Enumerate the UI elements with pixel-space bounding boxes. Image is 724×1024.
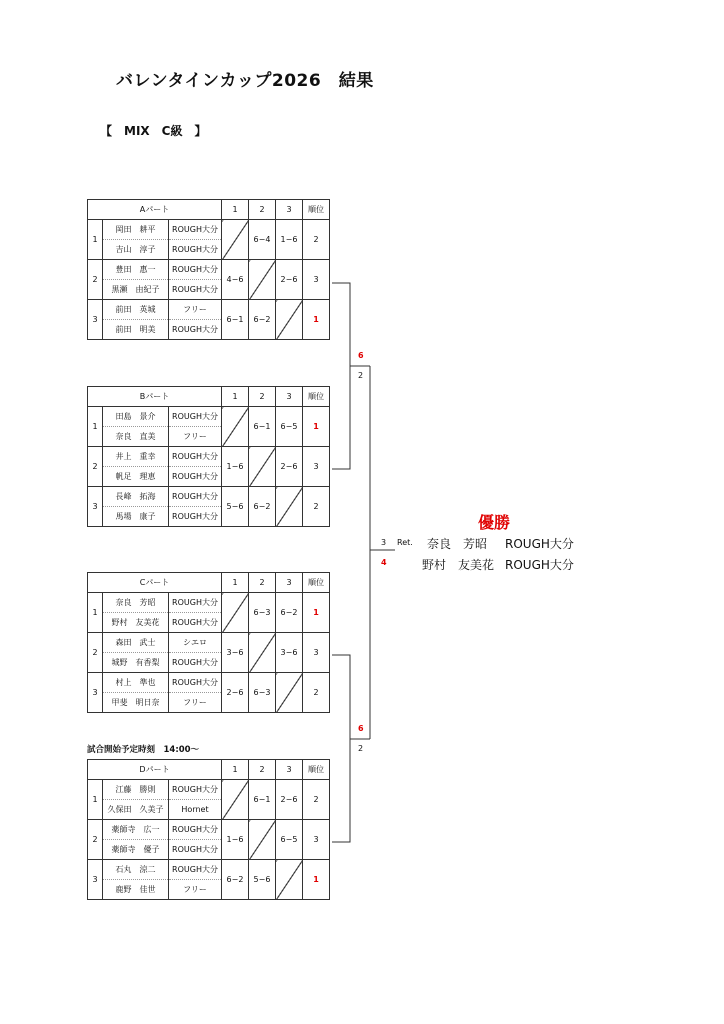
rank-cell: 3 <box>303 820 330 860</box>
club-name: ROUGH大分 <box>169 240 222 260</box>
bracket-line-a <box>332 283 370 366</box>
player-name: 鹿野 佳世 <box>103 880 169 900</box>
player-name: 馬場 康子 <box>103 507 169 527</box>
player-name: 帆足 理恵 <box>103 467 169 487</box>
bracket-line-semi-top <box>370 366 395 550</box>
entry-number: 2 <box>88 260 103 300</box>
club-name: シエロ <box>169 633 222 653</box>
player-name: 奈良 直美 <box>103 427 169 447</box>
score-cell: 6−3 <box>249 673 276 713</box>
club-name: ROUGH大分 <box>169 407 222 427</box>
start-time-note: 試合開始予定時刻 14:00～ <box>87 745 200 755</box>
champion-club-1: ROUGH大分 <box>505 537 574 551</box>
player-name: 薬師寺 広一 <box>103 820 169 840</box>
club-name: ROUGH大分 <box>169 447 222 467</box>
champion-club-2: ROUGH大分 <box>505 558 574 572</box>
score-cell: 6−5 <box>276 407 303 447</box>
rank-cell: 2 <box>303 220 330 260</box>
score-cell: 5−6 <box>222 487 249 527</box>
pool-name: Cパート <box>88 573 222 593</box>
club-name: ROUGH大分 <box>169 780 222 800</box>
player-name: 井上 重幸 <box>103 447 169 467</box>
champion-player-2: 野村 友美花 <box>422 558 495 572</box>
rank-header: 順位 <box>303 387 330 407</box>
entry-number: 1 <box>88 220 103 260</box>
bracket-line-b <box>332 366 350 469</box>
club-name: ROUGH大分 <box>169 820 222 840</box>
bracket-line-c <box>332 655 370 739</box>
entry-number: 3 <box>88 860 103 900</box>
club-name: ROUGH大分 <box>169 220 222 240</box>
club-name: フリー <box>169 693 222 713</box>
score-cell: 2−6 <box>222 673 249 713</box>
club-name: ROUGH大分 <box>169 260 222 280</box>
score-cell: 6−2 <box>249 300 276 340</box>
score-cell: 5−6 <box>249 860 276 900</box>
club-name: ROUGH大分 <box>169 673 222 693</box>
col-header: 2 <box>249 387 276 407</box>
entry-number: 3 <box>88 300 103 340</box>
score-cell: 6−1 <box>249 780 276 820</box>
champion-label: 優勝 <box>478 513 511 532</box>
player-name: 前田 明美 <box>103 320 169 340</box>
player-name: 田島 景介 <box>103 407 169 427</box>
rank-cell: 2 <box>303 780 330 820</box>
player-name: 森田 武士 <box>103 633 169 653</box>
player-name: 長峰 拓海 <box>103 487 169 507</box>
col-header: 2 <box>249 573 276 593</box>
entry-number: 1 <box>88 780 103 820</box>
score-cell: 6−2 <box>222 860 249 900</box>
pool-name: Aパート <box>88 200 222 220</box>
club-name: ROUGH大分 <box>169 593 222 613</box>
club-name: フリー <box>169 427 222 447</box>
score-cell: 3−6 <box>222 633 249 673</box>
col-header: 1 <box>222 573 249 593</box>
rank-cell-winner: 1 <box>303 407 330 447</box>
score-cell: 3−6 <box>276 633 303 673</box>
col-header: 1 <box>222 760 249 780</box>
club-name: ROUGH大分 <box>169 280 222 300</box>
pool-name: Dパート <box>88 760 222 780</box>
score-cell: 6−2 <box>276 593 303 633</box>
score-cell: 6−3 <box>249 593 276 633</box>
pool-name: Bパート <box>88 387 222 407</box>
bracket-line-d <box>332 739 350 842</box>
player-name: 石丸 涼二 <box>103 860 169 880</box>
rank-cell: 3 <box>303 633 330 673</box>
club-name: ROUGH大分 <box>169 467 222 487</box>
club-name: フリー <box>169 300 222 320</box>
player-name: 黒瀬 由紀子 <box>103 280 169 300</box>
col-header: 2 <box>249 200 276 220</box>
player-name: 吉山 淳子 <box>103 240 169 260</box>
player-name: 城野 有香梨 <box>103 653 169 673</box>
score-cell: 2−6 <box>276 780 303 820</box>
rank-header: 順位 <box>303 573 330 593</box>
rank-header: 順位 <box>303 760 330 780</box>
club-name: ROUGH大分 <box>169 320 222 340</box>
score-cell: 6−5 <box>276 820 303 860</box>
club-name: ROUGH大分 <box>169 653 222 673</box>
score-cell: 6−2 <box>249 487 276 527</box>
score-cell: 1−6 <box>276 220 303 260</box>
final-bottom-score: 4 <box>381 558 387 567</box>
col-header: 3 <box>276 200 303 220</box>
player-name: 久保田 久美子 <box>103 800 169 820</box>
score-cell: 1−6 <box>222 820 249 860</box>
entry-number: 2 <box>88 820 103 860</box>
score-cell: 2−6 <box>276 447 303 487</box>
player-name: 野村 友美花 <box>103 613 169 633</box>
col-header: 1 <box>222 200 249 220</box>
score-cell: 6−1 <box>249 407 276 447</box>
col-header: 3 <box>276 760 303 780</box>
rank-cell: 2 <box>303 673 330 713</box>
rank-cell-winner: 1 <box>303 860 330 900</box>
entry-number: 1 <box>88 593 103 633</box>
score-cell: 6−4 <box>249 220 276 260</box>
player-name: 薬師寺 優子 <box>103 840 169 860</box>
semi-bottom-loser-score: 2 <box>358 744 364 753</box>
score-cell: 4−6 <box>222 260 249 300</box>
semi-top-winner-score: 6 <box>358 351 364 360</box>
category-heading: 【 MIX C級 】 <box>100 124 207 138</box>
club-name: ROUGH大分 <box>169 840 222 860</box>
player-name: 江藤 勝則 <box>103 780 169 800</box>
champion-player-1: 奈良 芳昭 <box>427 537 488 551</box>
player-name: 岡田 耕平 <box>103 220 169 240</box>
score-cell: 1−6 <box>222 447 249 487</box>
rank-cell: 3 <box>303 260 330 300</box>
score-cell: 6−1 <box>222 300 249 340</box>
player-name: 村上 準也 <box>103 673 169 693</box>
score-cell: 2−6 <box>276 260 303 300</box>
col-header: 1 <box>222 387 249 407</box>
semi-top-loser-score: 2 <box>358 371 364 380</box>
rank-cell-winner: 1 <box>303 593 330 633</box>
club-name: ROUGH大分 <box>169 860 222 880</box>
col-header: 2 <box>249 760 276 780</box>
entry-number: 3 <box>88 487 103 527</box>
club-name: ROUGH大分 <box>169 507 222 527</box>
page-title: バレンタインカップ2026 結果 <box>116 71 374 91</box>
club-name: ROUGH大分 <box>169 487 222 507</box>
player-name: 甲斐 明日奈 <box>103 693 169 713</box>
player-name: 前田 英城 <box>103 300 169 320</box>
entry-number: 1 <box>88 407 103 447</box>
rank-cell: 2 <box>303 487 330 527</box>
col-header: 3 <box>276 387 303 407</box>
rank-cell-winner: 1 <box>303 300 330 340</box>
club-name: ROUGH大分 <box>169 613 222 633</box>
player-name: 豊田 惠一 <box>103 260 169 280</box>
player-name: 奈良 芳昭 <box>103 593 169 613</box>
entry-number: 2 <box>88 633 103 673</box>
semi-bottom-winner-score: 6 <box>358 724 364 733</box>
col-header: 3 <box>276 573 303 593</box>
rank-cell: 3 <box>303 447 330 487</box>
rank-header: 順位 <box>303 200 330 220</box>
final-retired-label: Ret. <box>397 538 413 547</box>
club-name: フリー <box>169 880 222 900</box>
final-top-score: 3 <box>381 538 387 547</box>
club-name: Hornet <box>169 800 222 820</box>
entry-number: 3 <box>88 673 103 713</box>
entry-number: 2 <box>88 447 103 487</box>
